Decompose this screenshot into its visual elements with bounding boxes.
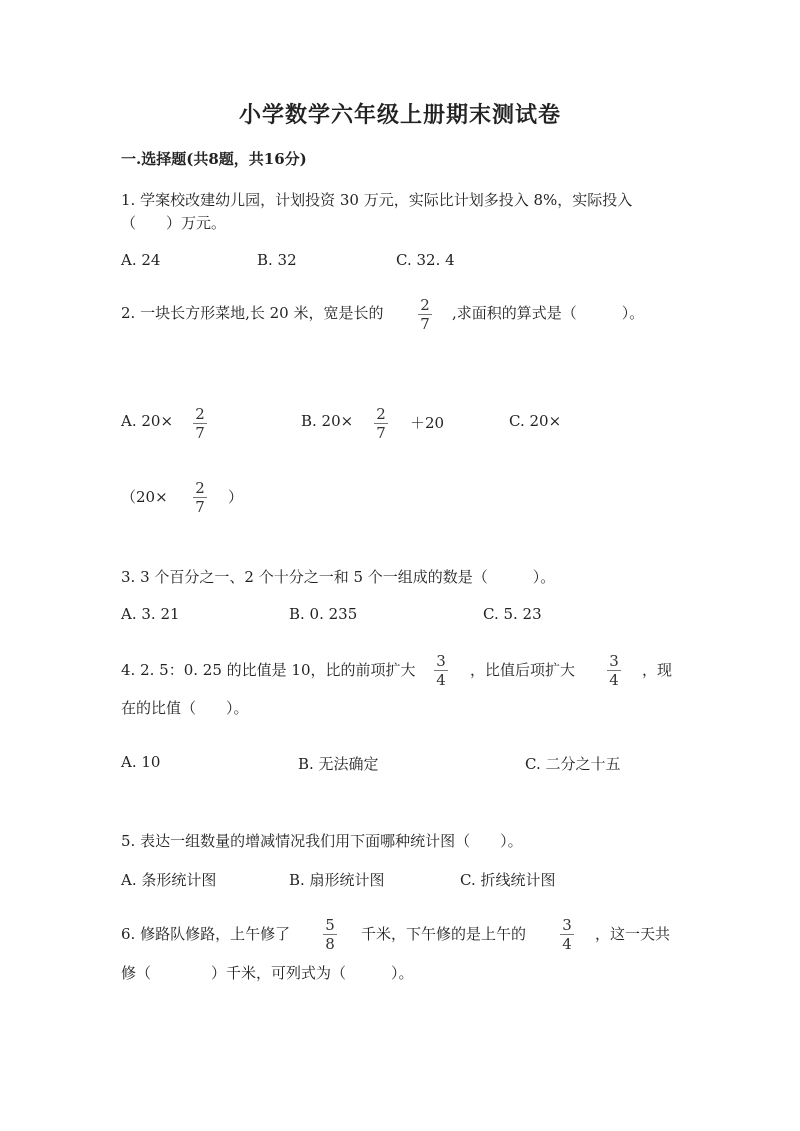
fraction-denominator: 7 [195, 498, 205, 516]
fraction-numerator: 2 [195, 479, 205, 497]
question-5-option-b: B. 扇形统计图 [289, 871, 385, 889]
question-4-text: 4. 2. 5：0. 25 的比值是 10，比的前项扩大 [121, 661, 416, 679]
fraction-three-quarters [432, 653, 450, 688]
question-1-option-c: C. 32. 4 [396, 251, 455, 269]
question-2-option-c-cont: （20× [121, 488, 168, 506]
fraction-denominator: 4 [436, 671, 446, 689]
question-6-text-mid: 千米，下午修的是上午的 [361, 925, 527, 943]
fraction-numerator: 3 [609, 652, 619, 670]
fraction-two-sevenths [191, 406, 209, 441]
question-5-text: 5. 表达一组数量的增减情况我们用下面哪种统计图（ ）。 [121, 832, 523, 850]
fraction-three-quarters [558, 917, 576, 952]
question-3-option-c: C. 5. 23 [483, 605, 542, 623]
fraction-denominator: 7 [376, 424, 386, 442]
question-4-option-b: B. 无法确定 [298, 755, 379, 773]
section-heading-choice: 一.选择题(共8题，共16分) [121, 150, 307, 168]
question-1-option-a: A. 24 [121, 251, 161, 269]
fraction-denominator: 8 [325, 935, 335, 953]
question-6-text-tail: ，这一天共 [595, 925, 671, 943]
question-3-option-b: B. 0. 235 [289, 605, 358, 623]
question-4-text-line2: 在的比值（ ）。 [121, 699, 249, 717]
question-3-text: 3. 3 个百分之一、2 个十分之一和 5 个一组成的数是（ ）。 [121, 568, 556, 586]
question-4-option-a: A. 10 [121, 753, 161, 771]
fraction-denominator: 7 [420, 315, 430, 333]
fraction-denominator: 7 [195, 424, 205, 442]
question-1-text: 1. 学案校改建幼儿园，计划投资 30 万元，实际比计划多投入 8%，实际投入 [121, 191, 633, 209]
question-6-text-line2: 修（ ）千米，可列式为（ ）。 [121, 964, 414, 982]
fraction-denominator: 4 [609, 671, 619, 689]
question-5-option-a: A. 条形统计图 [121, 871, 217, 889]
fraction-numerator: 3 [562, 916, 572, 934]
fraction-two-sevenths [416, 297, 434, 332]
fraction-five-eighths [321, 917, 339, 952]
fraction-denominator: 4 [562, 935, 572, 953]
question-5-option-c: C. 折线统计图 [460, 871, 556, 889]
question-2-option-b-tail: ＋20 [410, 414, 445, 432]
fraction-numerator: 5 [325, 916, 335, 934]
question-1-text-line2: （ ）万元。 [121, 214, 227, 232]
question-4-option-c: C. 二分之十五 [525, 755, 621, 773]
question-2-option-b: B. 20× [301, 412, 354, 430]
fraction-three-quarters [605, 653, 623, 688]
question-2-text: 2. 一块长方形菜地,长 20 米，宽是长的 [121, 304, 384, 322]
question-2-text-tail: ,求面积的算式是（ ）。 [452, 304, 645, 322]
page-title: 小学数学六年级上册期末测试卷 [238, 102, 561, 128]
question-3-option-a: A. 3. 21 [121, 605, 180, 623]
fraction-two-sevenths [372, 406, 390, 441]
question-4-text-tail: ，现 [642, 661, 673, 679]
fraction-numerator: 3 [436, 652, 446, 670]
question-2-option-c: C. 20× [509, 412, 562, 430]
question-6-text: 6. 修路队修路，上午修了 [121, 925, 291, 943]
fraction-numerator: 2 [420, 296, 430, 314]
question-1-option-b: B. 32 [257, 251, 297, 269]
question-4-text-mid: ，比值后项扩大 [470, 661, 576, 679]
fraction-numerator: 2 [376, 405, 386, 423]
fraction-two-sevenths [191, 480, 209, 515]
question-2-option-a: A. 20× [121, 412, 174, 430]
question-2-option-c-tail: ） [228, 488, 244, 506]
fraction-numerator: 2 [195, 405, 205, 423]
